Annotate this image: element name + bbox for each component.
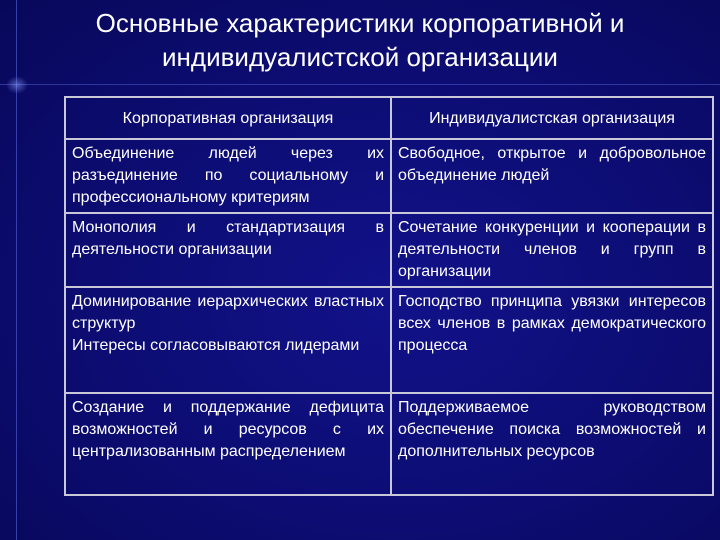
- cell-corporate: [65, 287, 391, 393]
- cell-text: Поддерживаемое руководством обеспечение поиска возможностей и дополнительных ресурсов: [398, 399, 706, 460]
- slide-title: Основные характеристики корпоративной и индивидуалистской организации: [95, 8, 625, 72]
- cell-individualist: [391, 393, 713, 495]
- cell-individualist: [391, 213, 713, 287]
- cell-corporate: [65, 393, 391, 495]
- cell-text: Интересы согласовываются лидерами: [72, 337, 360, 354]
- cell-corporate: [65, 139, 391, 213]
- cell-text: Создание и поддержание дефицита возможностей и ресурсов с их централизованным распределением: [72, 399, 384, 460]
- header-corporate: Корпоративная организация: [65, 97, 391, 139]
- cell-text: Свободное, открытое и добровольное объединение людей: [398, 145, 706, 184]
- cell-text: Господство принципа увязки интересов всех членов в рамках демократического процесса: [398, 293, 706, 354]
- cell-corporate: [65, 213, 391, 287]
- table-row: [65, 393, 713, 495]
- cell-individualist: [391, 287, 713, 393]
- table-row: [65, 287, 713, 393]
- header-row: [65, 97, 713, 139]
- cell-individualist: [391, 139, 713, 213]
- table-row: [65, 213, 713, 287]
- comparison-table: [64, 96, 714, 496]
- cell-text: Монополия и стандартизация в деятельности организации: [72, 219, 384, 258]
- header-individualist: Индивидуалистская организация: [391, 97, 713, 139]
- decorative-horizontal-line: [0, 84, 720, 85]
- cell-text: Сочетание конкуренции и кооперации в деятельности членов и групп в организации: [398, 219, 706, 280]
- cell-text: Объединение людей через их разъединение по социальному и профессиональному критериям: [72, 145, 384, 206]
- table-row: [65, 139, 713, 213]
- decorative-glow: [6, 76, 28, 94]
- cell-text: Доминирование иерархических властных структур: [72, 293, 384, 332]
